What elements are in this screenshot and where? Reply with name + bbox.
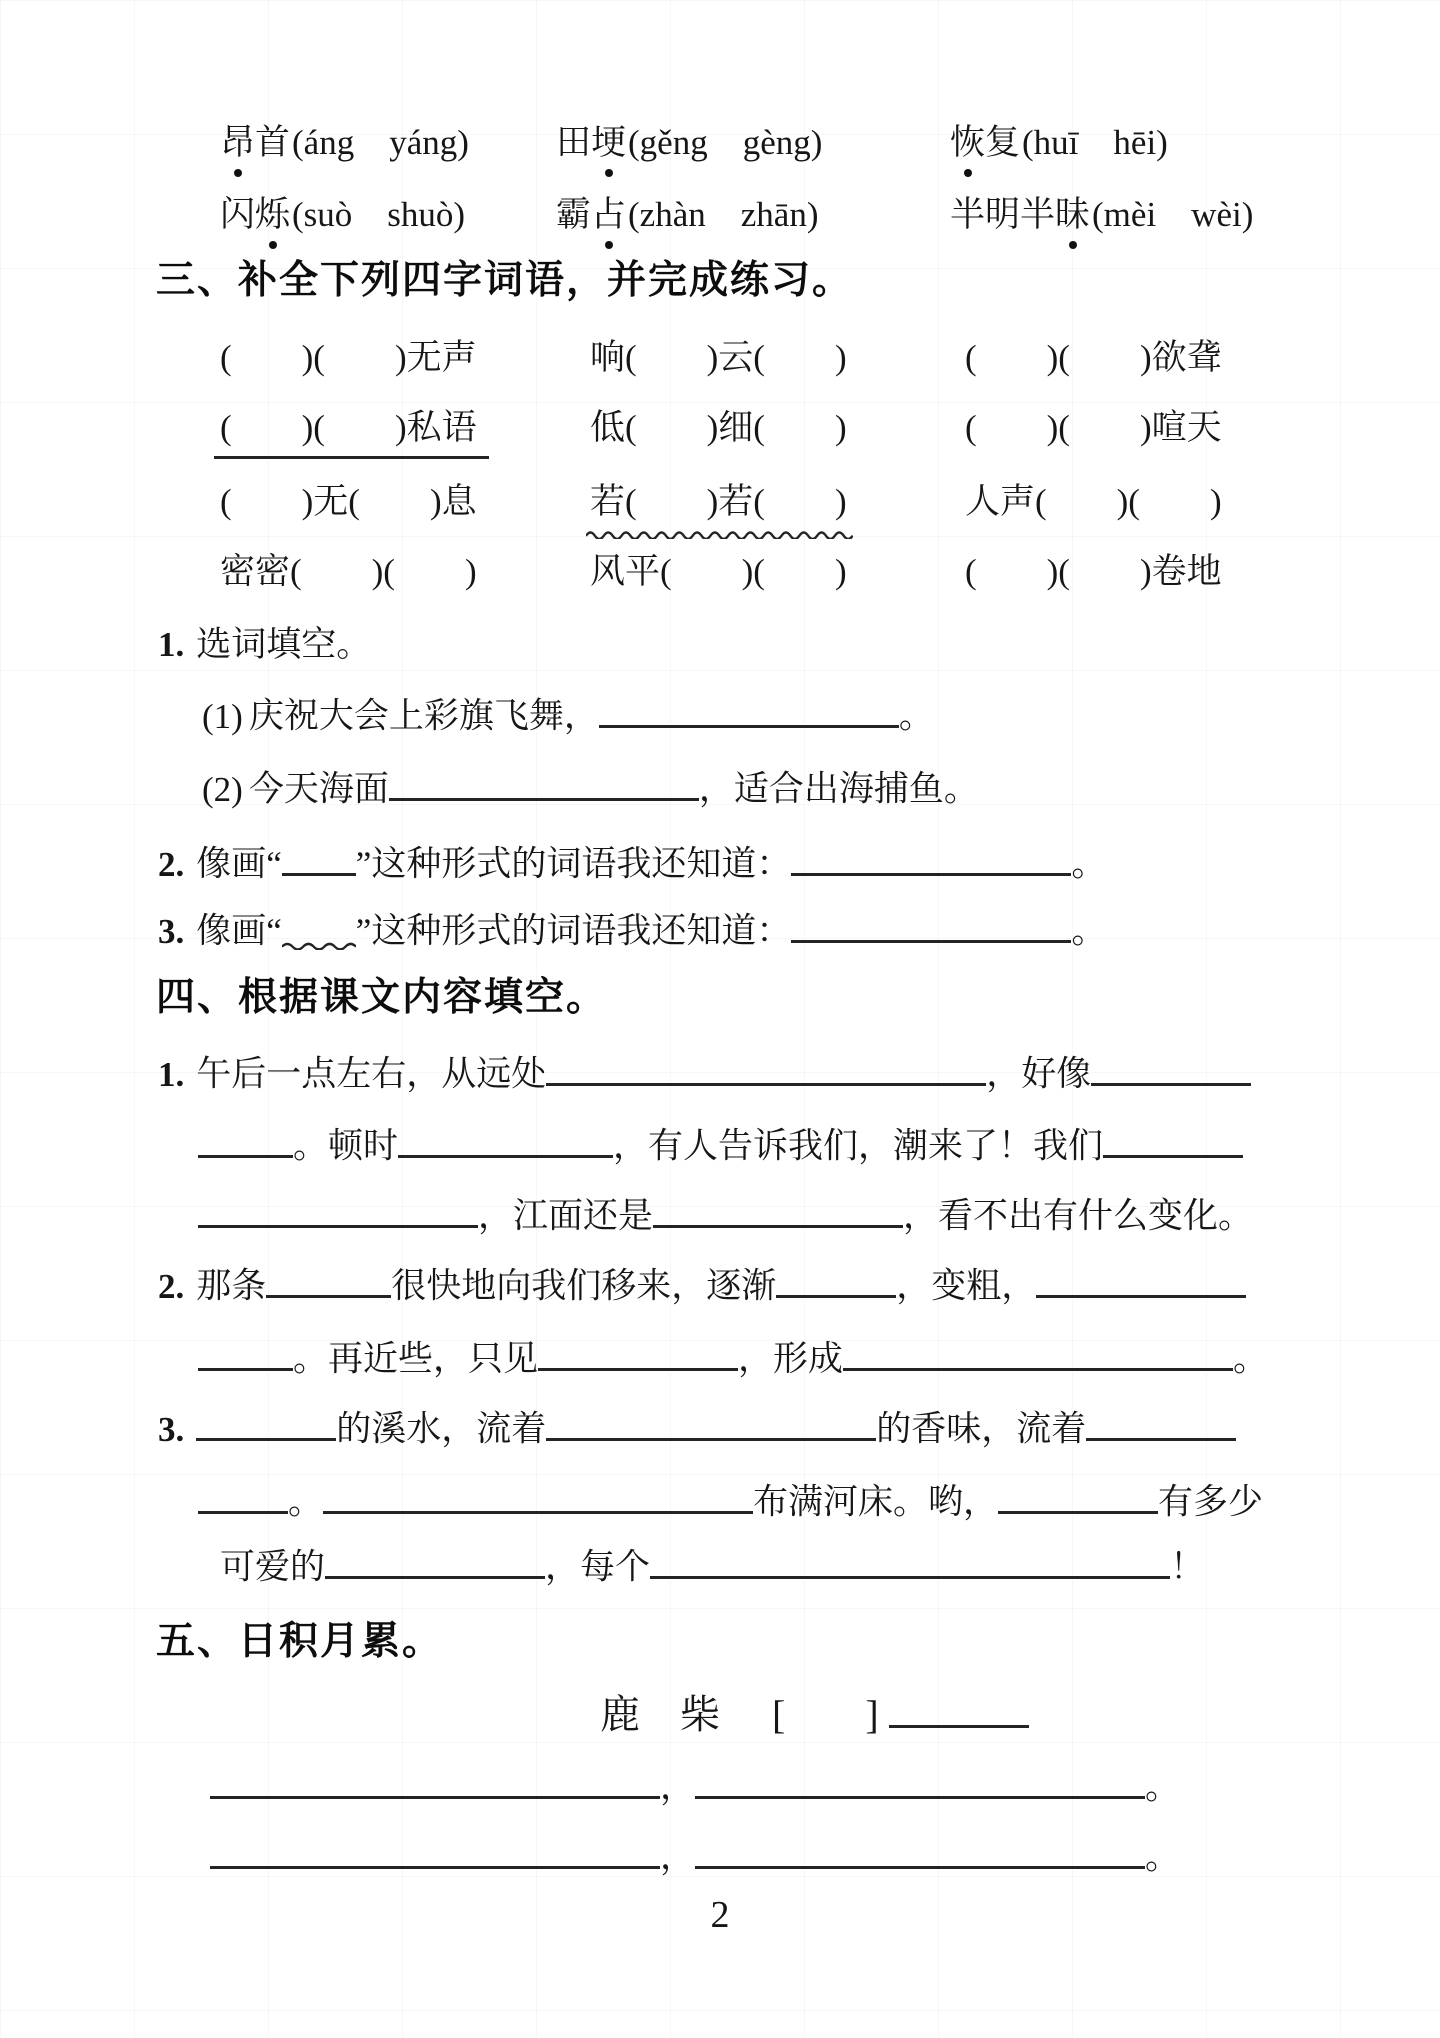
punctuation: 。 <box>1145 1767 1181 1807</box>
text-segment: 。 <box>898 696 934 736</box>
text-segment: 午后一点左右，从远处 <box>196 1054 547 1094</box>
text-segment: ，每个 <box>545 1547 651 1587</box>
text-segment: ，变粗， <box>896 1266 1037 1306</box>
blank-line <box>695 1830 1145 1869</box>
phrase-cell <box>220 335 590 381</box>
blank-line <box>791 837 1071 876</box>
poem-line-2 <box>210 1830 1180 1881</box>
punctuation: ， <box>660 1767 696 1807</box>
blank-line <box>843 1332 1233 1371</box>
pinyin-item <box>220 192 556 238</box>
poem-line-1 <box>210 1760 1180 1811</box>
blank-line <box>210 1760 660 1799</box>
word-text: 半明半 <box>950 195 1056 234</box>
phrase-cell <box>965 405 1222 451</box>
poem-title-line <box>600 1684 1029 1738</box>
item-number: 1. <box>158 625 185 664</box>
phrase-text: ( )( )卷地 <box>965 552 1222 591</box>
author-brackets: [ ] <box>772 1691 879 1737</box>
phrase-text: 人声( )( ) <box>965 482 1222 521</box>
sec4-q3-line1 <box>158 1402 1236 1453</box>
sec4-q1-line2 <box>198 1119 1243 1170</box>
phrase-text: 低( )细( ) <box>590 408 847 447</box>
text-segment: ！ <box>1170 1547 1206 1587</box>
phrase-text: ( )( )无声 <box>220 338 477 377</box>
phrase-text: 响( )云( ) <box>590 338 847 377</box>
phrase-cell <box>220 405 590 459</box>
sec4-q2-line1 <box>158 1259 1246 1310</box>
phrase-text-underlined: ( )( )私语 <box>214 405 489 459</box>
text-segment: 。再近些，只见 <box>293 1339 539 1379</box>
blank-line <box>776 1259 896 1298</box>
blank-line <box>1103 1119 1243 1158</box>
phrase-grid-row-4 <box>220 549 1222 595</box>
phrase-cell <box>590 549 965 595</box>
pinyin-options: (suò shuò) <box>292 195 466 234</box>
blank-line <box>198 1119 293 1158</box>
pinyin-choice-row-1 <box>220 120 1168 166</box>
page-number: 2 <box>710 1894 730 1936</box>
blank-line <box>210 1830 660 1869</box>
blank-line <box>389 762 699 801</box>
text-segment: 有多少 <box>1158 1482 1264 1522</box>
text-segment: ，有人告诉我们，潮来了！我们 <box>613 1126 1104 1166</box>
blank-line <box>323 1475 753 1514</box>
section3-heading <box>156 258 853 304</box>
blank-line <box>695 1760 1145 1799</box>
blank-line <box>546 1047 986 1086</box>
blank-line <box>266 1259 391 1298</box>
pinyin-choice-row-2 <box>220 192 1253 238</box>
pinyin-options: (mèi wèi) <box>1092 195 1254 234</box>
text-segment: 像画“ <box>196 911 282 951</box>
sec3-q1-sub1 <box>202 689 934 740</box>
text-segment: ，江面还是 <box>478 1196 654 1236</box>
sec3-q1-sub2 <box>202 762 979 813</box>
dotted-character: 占 <box>591 192 626 238</box>
dotted-character: 埂 <box>591 120 626 166</box>
wavy-underline <box>586 526 853 539</box>
word-text: 闪 <box>220 195 256 234</box>
word-text: 首 <box>255 123 291 162</box>
blank-line <box>599 689 899 728</box>
word-text: 复 <box>985 123 1021 162</box>
blank-line <box>650 1540 1170 1579</box>
blank-line <box>998 1475 1158 1514</box>
phrase-grid-row-2 <box>220 405 1222 459</box>
text-segment: 。 <box>1071 844 1107 884</box>
text-segment: ，适合出海捕鱼。 <box>698 769 979 809</box>
text-segment: 。 <box>1071 911 1107 951</box>
pinyin-options: (zhàn zhān) <box>628 195 819 234</box>
phrase-cell <box>965 479 1222 525</box>
text-segment: 可爱的 <box>220 1547 326 1587</box>
phrase-cell <box>590 405 965 451</box>
phrase-grid-row-1 <box>220 335 1222 381</box>
text-segment: ，形成 <box>738 1339 844 1379</box>
text-segment: 。顿时 <box>293 1126 399 1166</box>
blank-line <box>1091 1047 1251 1086</box>
text-segment: ”这种形式的词语我还知道： <box>355 844 792 884</box>
item-number: 3. <box>158 1409 185 1449</box>
sec4-q3-line3 <box>220 1540 1205 1591</box>
sec3-q3 <box>158 904 1106 955</box>
dotted-character: 恢 <box>950 120 985 166</box>
text-segment: 。 <box>1233 1339 1269 1379</box>
phrase-text: ( )( )欲聋 <box>965 338 1222 377</box>
text-segment: 庆祝大会上彩旗飞舞， <box>248 696 599 736</box>
word-text: 霸 <box>556 195 592 234</box>
sec4-q1-line1 <box>158 1047 1251 1098</box>
blank-line <box>791 904 1071 943</box>
phrase-text: ( )( )喧天 <box>965 408 1222 447</box>
blank-line <box>198 1475 288 1514</box>
sec4-q2-line2 <box>198 1332 1268 1383</box>
item-number: 3. <box>158 911 185 951</box>
text-segment: ，看不出有什么变化。 <box>903 1196 1254 1236</box>
quoted-straight-blank <box>282 837 356 876</box>
pinyin-item <box>556 120 950 166</box>
dotted-character: 烁 <box>255 192 290 238</box>
phrase-text: 风平( )( ) <box>590 552 847 591</box>
blank-line <box>653 1189 903 1228</box>
blank-line <box>198 1332 293 1371</box>
blank-line <box>196 1402 336 1441</box>
poem-title: 鹿 柴 <box>600 1691 720 1737</box>
text-segment: 布满河床。哟， <box>753 1482 999 1522</box>
item-number: 2. <box>158 1266 185 1306</box>
word-text: 田 <box>556 123 592 162</box>
phrase-text-wavy-underlined <box>590 479 847 525</box>
text-segment: 。 <box>288 1482 324 1522</box>
dotted-character: 昂 <box>220 120 255 166</box>
phrase-cell <box>590 479 965 525</box>
punctuation: ， <box>660 1837 696 1877</box>
punctuation: 。 <box>1145 1837 1181 1877</box>
phrase-text: ( )无( )息 <box>220 482 477 521</box>
item-number: 1. <box>158 1054 185 1094</box>
blank-line <box>1086 1402 1236 1441</box>
section4-heading <box>156 975 607 1021</box>
phrase-cell <box>965 335 1222 381</box>
phrase-cell <box>965 549 1222 595</box>
blank-line <box>546 1402 876 1441</box>
heading-text: 五、日积月累。 <box>156 1620 444 1663</box>
text-segment: 的香味，流着 <box>876 1409 1087 1449</box>
blank-line <box>325 1540 545 1579</box>
phrase-cell <box>220 549 590 595</box>
item-number: 2. <box>158 844 185 884</box>
author-blank-line <box>889 1684 1029 1728</box>
pinyin-item <box>950 120 1168 166</box>
text-segment: 的溪水，流着 <box>336 1409 547 1449</box>
sec3-q2 <box>158 837 1106 888</box>
phrase-cell <box>220 479 590 525</box>
text-segment: 那条 <box>196 1266 267 1306</box>
sec4-q1-line3 <box>198 1189 1253 1240</box>
pinyin-options: (gěng gèng) <box>628 123 823 162</box>
blank-line <box>538 1332 738 1371</box>
heading-text: 三、补全下列四字词语，并完成练习。 <box>156 259 854 302</box>
text-segment: ，好像 <box>986 1054 1092 1094</box>
pinyin-item <box>556 192 950 238</box>
wavy-underline <box>282 939 356 950</box>
dotted-character: 昧 <box>1055 192 1090 238</box>
phrase-cell <box>590 335 965 381</box>
blank-line <box>398 1119 613 1158</box>
sub-item-number: (1) <box>202 696 243 736</box>
text-segment: ”这种形式的词语我还知道： <box>355 911 792 951</box>
pinyin-options: (áng yáng) <box>292 123 469 162</box>
sub-item-number: (2) <box>202 769 243 809</box>
blank-line <box>1036 1259 1246 1298</box>
phrase-text: 密密( )( ) <box>220 552 477 591</box>
quoted-wavy-blank <box>282 908 356 943</box>
pinyin-options: (huī hēi) <box>1022 123 1168 162</box>
phrase-text: 若( )若( ) <box>590 482 847 521</box>
blank-line <box>198 1189 478 1228</box>
heading-text: 四、根据课文内容填空。 <box>156 976 608 1019</box>
sec4-q3-line2 <box>198 1475 1263 1526</box>
question-text: 选词填空。 <box>196 625 372 664</box>
text-segment: 今天海面 <box>248 769 389 809</box>
pinyin-item <box>950 192 1253 238</box>
section5-heading <box>156 1619 443 1665</box>
text-segment: 像画“ <box>196 844 282 884</box>
pinyin-item <box>220 120 556 166</box>
phrase-grid-row-3 <box>220 479 1222 525</box>
text-segment: 很快地向我们移来，逐渐 <box>391 1266 777 1306</box>
sec3-q1-label <box>158 622 371 668</box>
